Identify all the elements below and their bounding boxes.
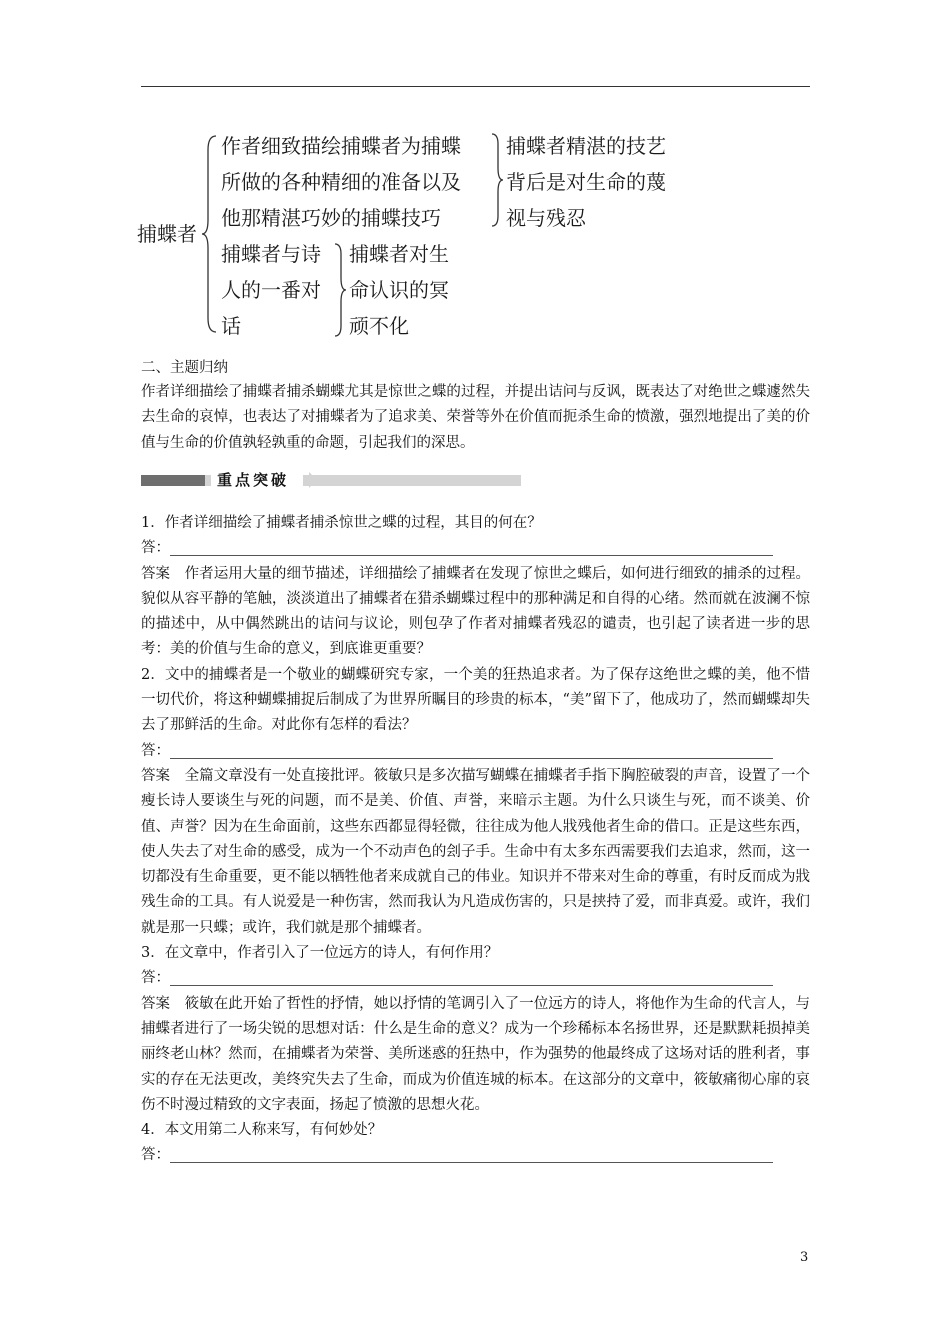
answer-blank: 答： [141,1143,810,1168]
question-text: 2．文中的捕蝶者是一个敬业的蝴蝶研究专家，一个美的狂热追求者。为了保存这绝世之蝶的美，他不惜一切代价，将这种蝴蝶捕捉后制成了为世界所瞩目的珍贵的标本，“美”留下了，他成功了，然而蝴蝶却失去了那鲜活的生命。对此你有怎样的看法？ [141,666,810,734]
section-body [141,380,810,456]
branch1-result: 捕蝶者精湛的技艺 [506,134,666,158]
key-points-title: 重点突破 [211,469,303,492]
theme-summary: 作者详细描绘了捕蝶者捕杀蝴蝶尤其是惊世之蝶的过程，并提出诘问与反讽，既表达了对绝世之蝶遽然失去生命的哀悼，也表达了对捕蝶者为了追求美、荣誉等外在价值而扼杀生命的愤激，强烈地提出了美的价值与生命的价值孰轻孰重的命题，引起我们的深思。 [141,384,810,451]
branch2-line: 话 [221,314,241,338]
answer-input-line[interactable] [170,541,773,556]
branch1-result: 背后是对生命的蔑 [506,170,666,194]
branch1-line: 作者细致描绘捕蝶者为捕蝶 [221,134,461,158]
structure-diagram [0,0,950,350]
answer-blank: 答： [141,966,810,991]
answer-input-line[interactable] [170,744,773,759]
question-list [141,511,810,1169]
root-brace [200,130,220,340]
branch2-line: 人的一番对 [221,278,321,302]
branch2-line: 捕蝶者与诗 [221,242,321,266]
branch2-result: 顽不化 [349,314,409,338]
answer-text: 答案 全篇文章没有一处直接批评。筱敏只是多次描写蝴蝶在捕蝶者手指下胸腔破裂的声音，设置了一个瘦长诗人要谈生与死的问题，而不是美、价值、声誉，来暗示主题。为什么只谈生与死，而不谈美、价值、声誉？因为在生命面前，这些东西都显得轻微，往往成为他人戕残他者生命的借口。正是这些东西，使人失去了对生命的感受，成为一个不动声色的刽子手。生命中有太多东西需要我们去追求，然而，这一切都没有生命重要，更不能以牺牲他者来成就自己的伟业。知识并不带来对生命的尊重，有时反而成为戕残生命的工具。有人说爱是一种伤害，然而我认为凡造成伤害的，只是挟持了爱，而非真爱。或许，我们就是那一只蝶；或许，我们就是那个捕蝶者。 [141,767,811,936]
page-number: 3 [800,1250,809,1265]
branch1-line: 所做的各种精细的准备以及 [221,170,461,194]
question-text: 1．作者详细描绘了捕蝶者捕杀惊世之蝶的过程，其目的何在？ [141,515,542,531]
answer-blank: 答： [141,536,810,561]
answer-blank: 答： [141,739,810,764]
answer-input-line[interactable] [170,971,773,986]
answer-text: 答案 作者运用大量的细节描述，详细描绘了捕蝶者在发现了惊世之蝶后，如何进行细致的捕杀的过程。貌似从容平静的笔触，淡淡道出了捕蝶者在猎杀蝴蝶过程中的那种满足和自得的心绪。然而就在波澜不惊的描述中，从中偶然跳出的诘问与议论，则包孕了作者对捕蝶者残忍的谴责，也引起了读者进一步的思考：美的价值与生命的意义，到底谁更重要？ [141,565,811,658]
diagram-root: 捕蝶者 [137,222,197,246]
question-text: 3．在文章中，作者引入了一位远方的诗人，有何作用？ [141,945,499,962]
branch2-result: 捕蝶者对生 [349,242,449,266]
branch1-brace [490,130,504,230]
key-points-banner [141,472,521,489]
branch1-result: 视与残忍 [506,206,586,230]
branch2-result: 命认识的冥 [349,278,449,302]
branch1-line: 他那精湛巧妙的捕蝶技巧 [221,206,441,230]
question-text: 4．本文用第二人称来写，有何妙处？ [141,1122,383,1139]
answer-text: 答案 筱敏在此开始了哲性的抒情，她以抒情的笔调引入了一位远方的诗人，将他作为生命的代言人，与捕蝶者进行了一场尖锐的思想对话：什么是生命的意义？成为一个珍稀标本名扬世界，还是默默耗损掉美丽终老山林？然而，在捕蝶者为荣誉、美所迷惑的狂热中，作为强势的他最终成了这场对话的胜利者，事实的存在无法更改，美终究失去了生命，而成为价值连城的标本。在这部分的文章中，筱敏痛彻心扉的哀伤不时漫过精致的文字表面，扬起了愤激的思想火花。 [141,995,811,1113]
answer-input-line[interactable] [170,1148,773,1163]
branch2-brace [333,240,347,340]
section-heading: 二、主题归纳 [141,360,228,376]
